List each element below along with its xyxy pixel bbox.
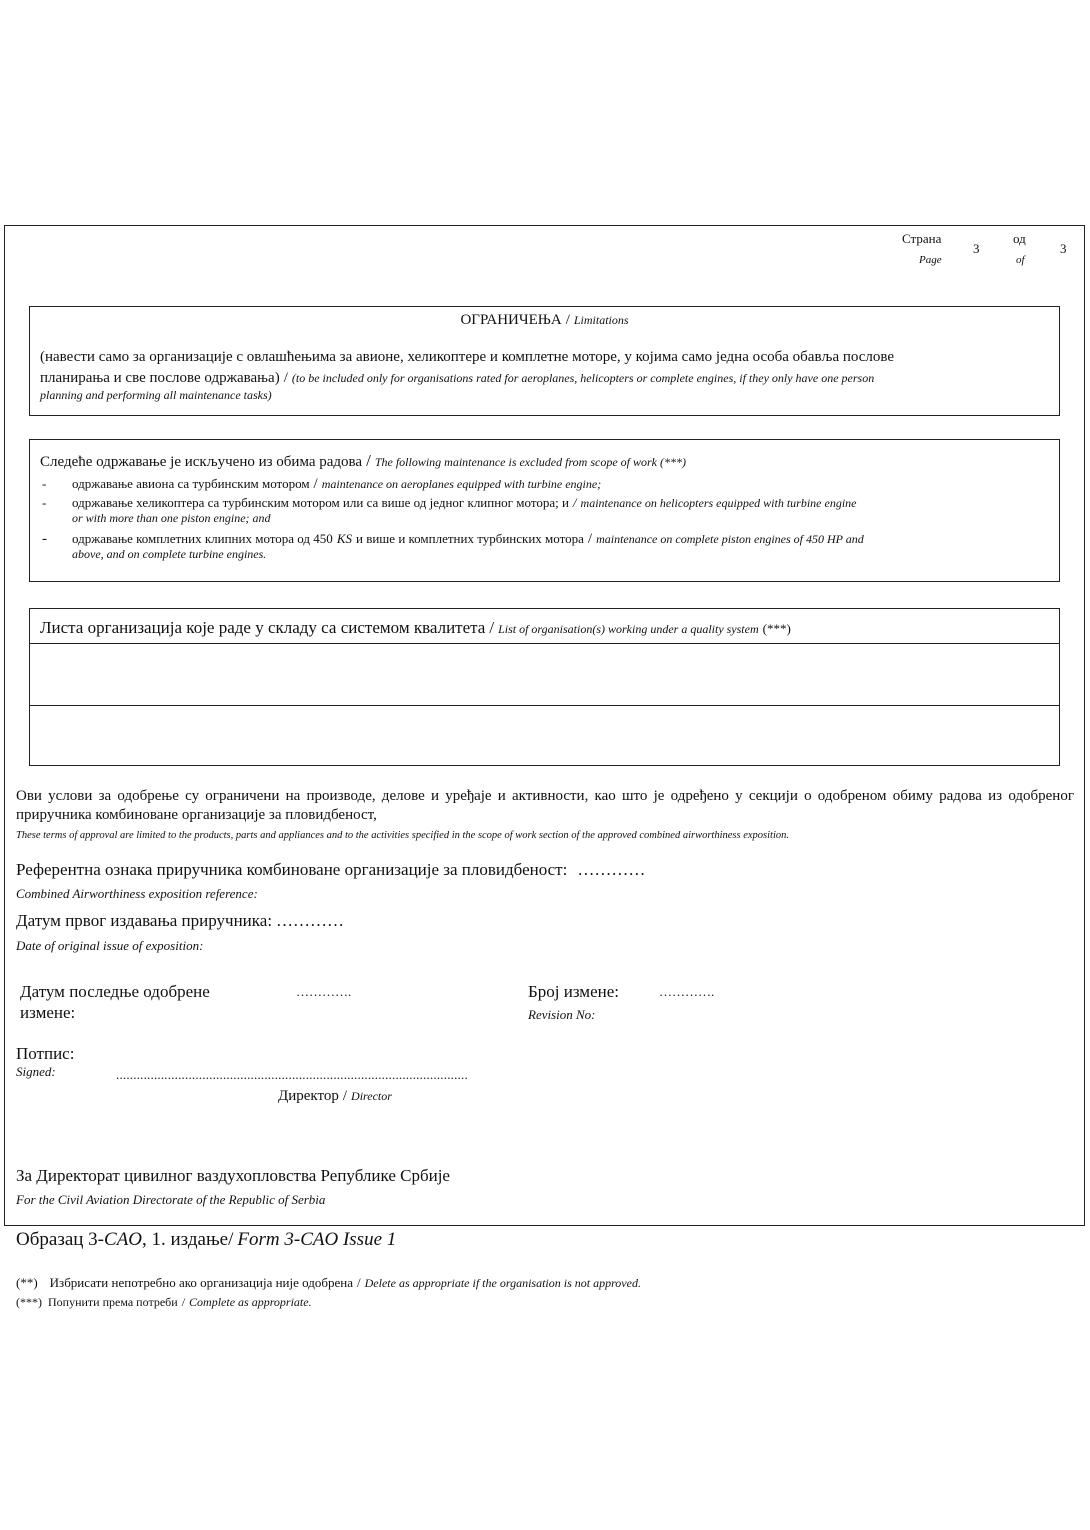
issue-date-label-en: Date of original issue of exposition: (16, 938, 204, 953)
limitations-title: ОГРАНИЧЕЊА / Limitations (460, 312, 629, 328)
reference-label: Референтна ознака приручника комбиноване организације за пловидбеност: (16, 860, 568, 879)
limitations-text-en2: planning and performing all maintenance tasks) (40, 388, 272, 402)
total-pages: 3 (1060, 241, 1067, 256)
quality-list-row-2[interactable] (30, 706, 1059, 764)
reference-label-en: Combined Airworthiness exposition reference: (16, 886, 258, 901)
exclusion-item: - одржавање хеликоптера са турбинским мотором или са више од једног клипног мотора; и / maintenance on helicopters equipped with turbine engine or with more than one piston engine; and (42, 495, 857, 525)
footnote: (***) Попунити према потреби / Complete as appropriate. (16, 1295, 312, 1309)
exclusions-box (29, 439, 1060, 582)
revision-no-label-en: Revision No: (528, 1007, 596, 1022)
signature-line[interactable]: ...................................................................................................... (116, 1067, 468, 1082)
director-caption: Директор / Director (278, 1088, 392, 1104)
terms-text-sr: Ови услови за одобрење су ограничени на производе, делове и уређаје и активности, као што је одређено у секцији о одобреном обиму радова из одобреног приручника комбиноване организације за пловидбеност, (16, 788, 1074, 823)
issue-date-field (16, 911, 344, 931)
last-revision-value[interactable]: …………. (296, 984, 352, 999)
footnote: (**) Избрисати непотребно ако организација није одобрена / Delete as appropriate if the organisation is not approved. (16, 1275, 641, 1290)
directorate-en: For the Civil Aviation Directorate of the Republic of Serbia (16, 1192, 326, 1207)
of-label-en: of (1016, 254, 1025, 266)
reference-field (16, 860, 645, 880)
issue-date-label: Датум првог издавања приручника: (16, 911, 273, 930)
revision-no-label: Број измене: (528, 982, 619, 1001)
form-identifier: Образац 3-CAO, 1. издање/ Form 3-CAO Issue 1 (16, 1229, 397, 1250)
reference-value[interactable]: ………… (577, 860, 646, 879)
quality-list-row-1[interactable] (30, 644, 1059, 704)
last-revision-label: Датум последње одобрене (20, 982, 210, 1001)
directorate-sr: За Директорат цивилног ваздухопловства Републике Србије (16, 1166, 450, 1185)
of-label: од (1013, 231, 1026, 246)
exclusions-heading: Следеће одржавање је искључено из обима радова / The following maintenance is excluded from scope of work (***) (40, 451, 686, 470)
issue-date-value[interactable]: ………… (276, 911, 345, 930)
revision-no-value[interactable]: …………. (659, 984, 715, 999)
page-number: 3 (973, 241, 980, 256)
page-label-en: Page (919, 254, 942, 266)
signed-label-en: Signed: (16, 1064, 56, 1079)
quality-list-box (29, 608, 1060, 766)
terms-text-en: These terms of approval are limited to the products, parts and appliances and to the activities specified in the scope of work section of the approved combined airworthiness exposition. (16, 830, 790, 841)
limitations-text-line2: планирања и све послове одржавања) / (to be included only for organisations rated for aeroplanes, helicopters or complete engines, if they only have one person (40, 370, 875, 386)
exclusion-item: - одржавање авиона са турбинским мотором / maintenance on aeroplanes equipped with turbine engine; (42, 476, 602, 492)
quality-list-heading: Листа организација које раде у складу са системом квалитета / List of organisation(s) working under a quality system (***) (40, 618, 791, 637)
last-revision-label-line2: измене: (20, 1003, 76, 1022)
page-label: Страна (902, 231, 942, 246)
limitations-box (29, 306, 1060, 416)
exclusion-item: - одржавање комплетних клипних мотора од 450 KS и више и комплетних турбинских мотора / maintenance on complete piston engines of 450 HP and above, and on complete turbine engines. (42, 531, 864, 561)
signed-label: Потпис: (16, 1044, 75, 1063)
limitations-text-sr: (навести само за организације с овлашћењима за авионе, хеликоптере и комплетне моторе, у којима само једна особа обавља послове (40, 349, 895, 365)
